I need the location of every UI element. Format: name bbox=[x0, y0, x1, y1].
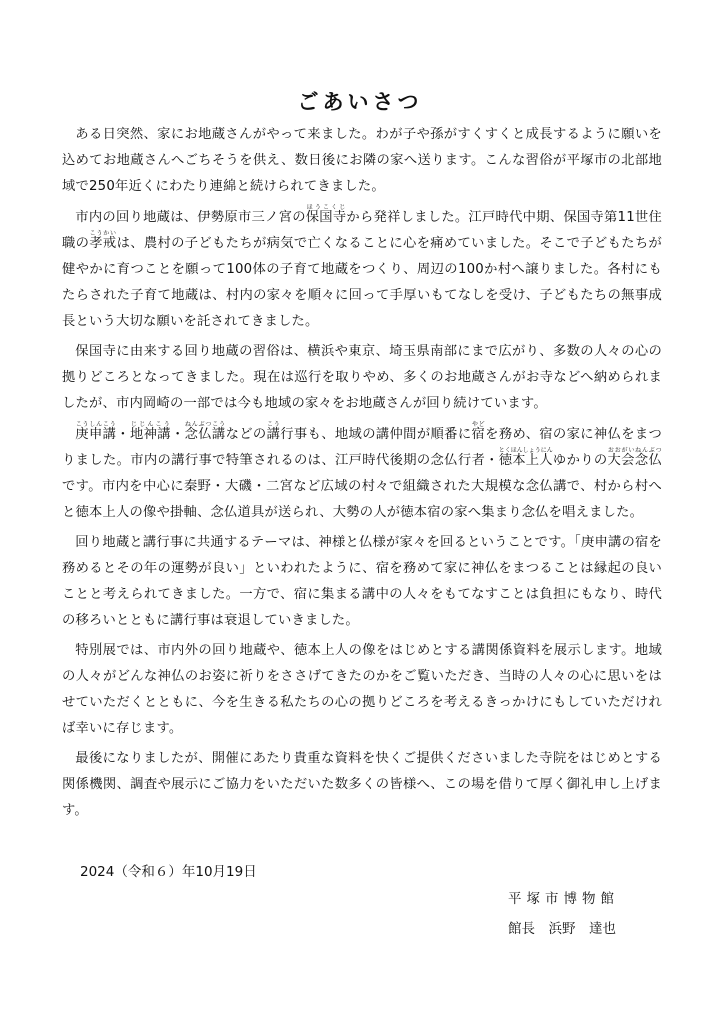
paragraph-4-text-a: などの bbox=[225, 427, 267, 442]
ruby-kokai: 孝戒こうかい bbox=[89, 230, 117, 251]
paragraph-2-text-a: 市内の回り地蔵は、伊勢原市三ノ宮の bbox=[75, 210, 306, 225]
ruby-koshinko: 庚申講こうしんこう bbox=[75, 421, 117, 442]
ruby-nenbutsuko: 念仏講ねんぶつこう bbox=[184, 421, 226, 442]
paragraph-4-text-b: 行事も、地域の講仲間が順番に bbox=[280, 427, 472, 442]
paragraph-5: 回り地蔵と講行事に共通するテーマは、神様と仏様が家々を回るということです。「庚申講の宿を務めるとその年の運勢が良い」といわれたように、宿を務めて家に神仏をまつることは縁起の良いことと考えられてきました。一方で、宿に集まる講中の人々をもてなすことは負担にもなり、時代の移ろいとともに講行事は衰退していきました。 bbox=[62, 535, 662, 628]
signature-block bbox=[508, 884, 619, 944]
separator: ・ bbox=[116, 427, 130, 442]
organization-name: 平塚市博物館 bbox=[508, 891, 619, 907]
paragraph-4-text-c: を務め、宿の家に神仏をまつりました。市内の講行事で特筆されるのは、江戸時代後期の念仏行者・ bbox=[62, 427, 663, 468]
paragraph-3: 保国寺に由来する回り地蔵の習俗は、横浜や東京、埼玉県南部にまで広がり、多数の人々の心の拠りどころとなってきました。現在は巡行を取りやめ、多くのお地蔵さんがお寺などへ納められましたが、市内岡崎の一部では今も地域の家々をお地蔵さんが回り続けています。 bbox=[62, 344, 662, 411]
ruby-tokuhon-shonin: 徳本上人とくほんしょうにん bbox=[498, 447, 553, 468]
document-title: ごあいさつ bbox=[297, 90, 423, 114]
ruby-hokokuji: 保国寺ほうこくじ bbox=[305, 204, 347, 225]
signatory-name: 館長 浜野 達也 bbox=[508, 921, 616, 937]
paragraph-1: ある日突然、家にお地蔵さんがやって来ました。わが子や孫がすくすくと成長するように願いを込めてお地蔵さんへごちそうを供え、数日後にお隣の家へ送ります。こんな習俗が平塚市の北部地域で250年近くにわたり連綿と続けられてきました。 bbox=[62, 127, 662, 194]
paragraph-7: 最後になりましたが、開催にあたり貴重な資料を快くご提供くださいました寺院をはじめとする関係機関、調査や展示にご協力をいただいた数多くの皆様へ、この場を借りて厚く御礼申し上げます。 bbox=[62, 751, 662, 818]
ruby-ooai-nenbutsu: 大会念仏おおがいねんぶつ bbox=[607, 447, 662, 468]
paragraph-2 bbox=[62, 204, 662, 335]
paragraph-2-text-b: から発祥しました。江戸時代中期、保国寺第11世住職の bbox=[62, 210, 662, 251]
paragraph-2-text-c: は、農村の子どもたちが病気で亡くなることに心を痛めていました。そこで子どもたちが健やかに育つことを願って100体の子育て地蔵をつくり、周辺の100か村へ譲りました。各村にもたらされた子育て地蔵は、村内の家々を順々に回って手厚いもてなしを受け、子どもたちの無事成長という大切な願いを託されてきました。 bbox=[62, 236, 662, 329]
ruby-yado: 宿やど bbox=[471, 421, 486, 442]
paragraph-4-text-e: です。市内を中心に秦野・大磯・二宮など広域の村々で組織された大規模な念仏講で、村から村へと徳本上人の像や掛軸、念仏道具が送られ、大勢の人が徳本宿の家へ集まり念仏を唱えました。 bbox=[62, 479, 662, 520]
document-date: 2024（令和６）年10月19日 bbox=[80, 864, 257, 880]
paragraph-4 bbox=[62, 421, 662, 526]
paragraph-4-text-d: ゆかりの bbox=[552, 453, 608, 468]
document-body bbox=[62, 122, 662, 828]
separator: ・ bbox=[170, 427, 185, 442]
ruby-jijinko: 地神講じじんこう bbox=[129, 421, 171, 442]
ruby-ko: 講こう bbox=[266, 421, 281, 442]
paragraph-6: 特別展では、市内外の回り地蔵や、徳本上人の像をはじめとする講関係資料を展示します。地域の人々がどんな神仏のお姿に祈りをささげてきたのかをご覧いただき、当時の人々の心に思いをはせていただくとともに、今を生きる私たちの心の拠りどころを考えるきっかけにもしていただければ幸いに存じます。 bbox=[62, 643, 662, 736]
